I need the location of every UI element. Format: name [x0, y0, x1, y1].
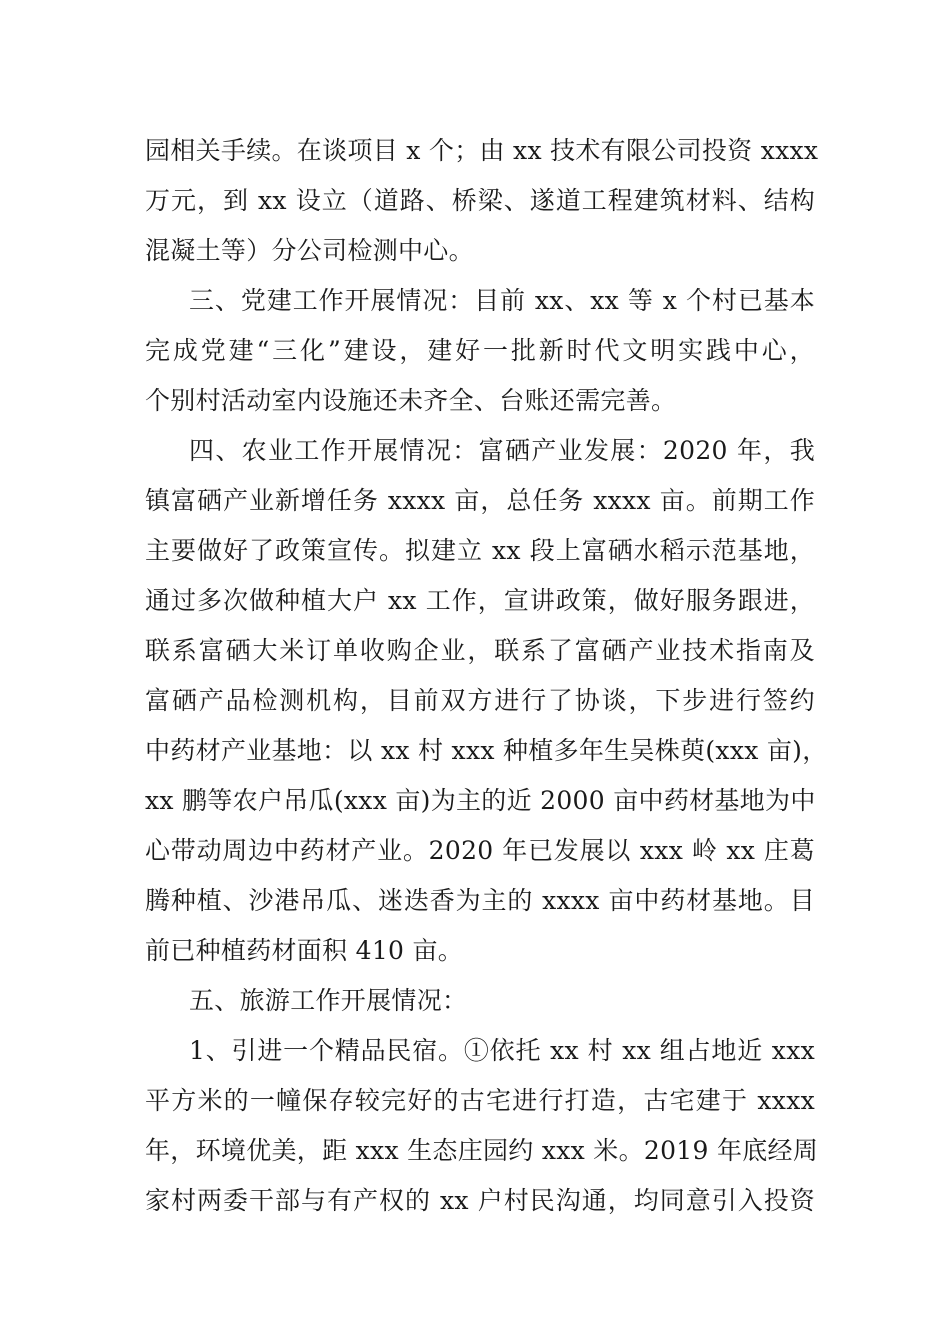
paragraph-line: 家村两委干部与有产权的 xx 户村民沟通，均同意引入投资 [145, 1186, 815, 1215]
paragraph-line: 腾种植、沙港吊瓜、迷迭香为主的 xxxx 亩中药材基地。目 [145, 886, 815, 915]
list-item-homestay: 1、引进一个精品民宿。①依托 xx 村 xx 组占地近 xxx [189, 1036, 815, 1065]
section-heading-tourism: 五、旅游工作开展情况： [189, 986, 468, 1015]
paragraph-line: 富硒产品检测机构，目前双方进行了协谈，下步进行签约 [145, 686, 815, 715]
paragraph-line: 完成党建“三化”建设，建好一批新时代文明实践中心， [145, 336, 815, 365]
paragraph-line: 前已种植药材面积 410 亩。 [145, 936, 464, 965]
paragraph-line: 年，环境优美，距 xxx 生态庄园约 xxx 米。2019 年底经周 [145, 1136, 819, 1165]
paragraph-line: 主要做好了政策宣传。拟建立 xx 段上富硒水稻示范基地， [145, 536, 815, 565]
paragraph-line: 个别村活动室内设施还未齐全、台账还需完善。 [145, 386, 677, 415]
paragraph-line: 心带动周边中药材产业。2020 年已发展以 xxx 岭 xx 庄葛 [145, 836, 815, 865]
paragraph-line: 联系富硒大米订单收购企业，联系了富硒产业技术指南及 [145, 636, 815, 665]
paragraph-line: 平方米的一幢保存较完好的古宅进行打造，古宅建于 xxxx [145, 1086, 815, 1115]
paragraph-line: 中药材产业基地：以 xx 村 xxx 种植多年生吴株萸(xxx 亩)， [145, 736, 828, 765]
paragraph-line: 园相关手续。在谈项目 x 个；由 xx 技术有限公司投资 xxxx [145, 136, 819, 165]
paragraph-line: xx 鹏等农户吊瓜(xxx 亩)为主的近 2000 亩中药材基地为中 [145, 786, 816, 815]
paragraph-line: 万元，到 xx 设立（道路、桥梁、遂道工程建筑材料、结构 [145, 186, 815, 215]
paragraph-line: 镇富硒产业新增任务 xxxx 亩，总任务 xxxx 亩。前期工作 [145, 486, 815, 515]
section-heading-agriculture: 四、农业工作开展情况：富硒产业发展：2020 年，我 [189, 436, 815, 465]
section-heading-party-building: 三、党建工作开展情况：目前 xx、xx 等 x 个村已基本 [189, 286, 815, 315]
paragraph-line: 通过多次做种植大户 xx 工作，宣讲政策，做好服务跟进， [145, 586, 815, 615]
paragraph-line: 混凝土等）分公司检测中心。 [145, 236, 474, 265]
